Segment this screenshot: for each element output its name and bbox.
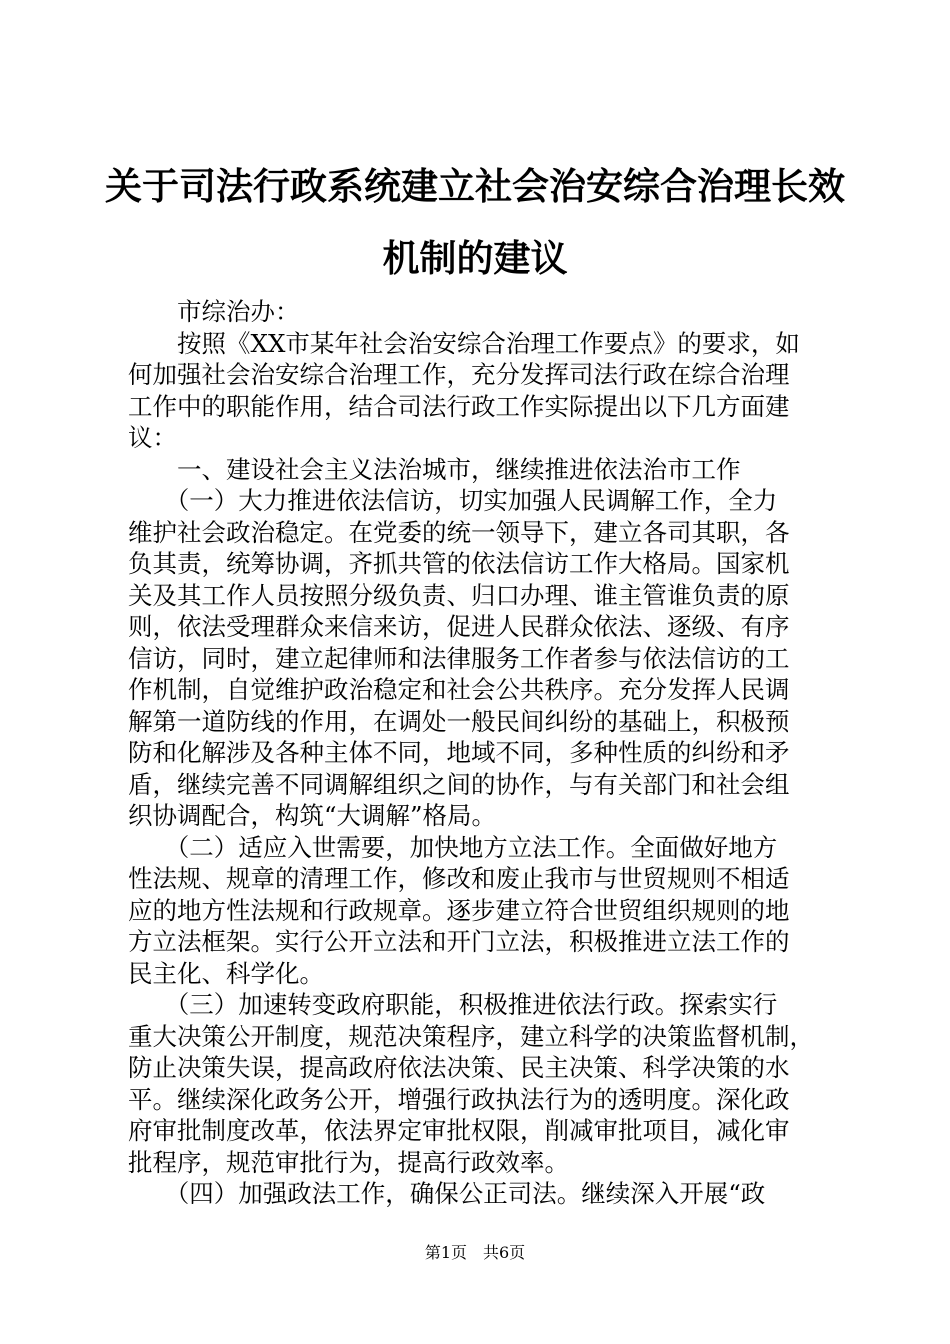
body-line: 作机制，自觉维护政治稳定和社会公共秩序。充分发挥人民调	[128, 675, 790, 704]
body-line: 重大决策公开制度，规范决策程序，建立科学的决策监督机制，	[128, 1021, 814, 1051]
body-line: （一）大力推进依法信访，切实加强人民调解工作，全力	[128, 486, 778, 515]
body-line: 方立法框架。实行公开立法和开门立法，积极推进立法工作的	[128, 927, 790, 956]
document-title-line-1: 关于司法行政系统建立社会治安综合治理长效	[105, 164, 845, 208]
body-line: （二）适应入世需要，加快地方立法工作。全面做好地方	[128, 832, 778, 862]
body-line: 按照《XX市某年社会治安综合治理工作要点》的要求，如	[128, 328, 800, 358]
body-line: 民主化、科学化。	[128, 958, 324, 988]
body-line: 平。继续深化政务公开，增强行政执法行为的透明度。深化政	[128, 1084, 790, 1114]
body-line: 工作中的职能作用，结合司法行政工作实际提出以下几方面建	[128, 391, 790, 421]
body-line: 关及其工作人员按照分级负责、归口办理、谁主管谁负责的原	[128, 580, 790, 610]
body-line: 维护社会政治稳定。在党委的统一领导下，建立各司其职，各	[128, 517, 790, 547]
body-line: （三）加速转变政府职能，积极推进依法行政。探索实行	[128, 990, 778, 1019]
body-line: （四）加强政法工作，确保公正司法。继续深入开展“政	[128, 1179, 766, 1208]
body-line: 盾，继续完善不同调解组织之间的协作，与有关部门和社会组	[128, 769, 790, 799]
body-line: 一、建设社会主义法治城市，继续推进依法治市工作	[128, 454, 741, 484]
body-line: 性法规、规章的清理工作，修改和废止我市与世贸规则不相适	[128, 864, 790, 893]
body-line: 防止决策失误，提高政府依法决策、民主决策、科学决策的水	[128, 1053, 790, 1082]
document-body	[128, 296, 828, 1210]
body-line: 议：	[128, 423, 177, 452]
body-line: 织协调配合，构筑“大调解”格局。	[128, 801, 497, 830]
body-line: 信访，同时，建立起律师和法律服务工作者参与依法信访的工	[128, 643, 790, 673]
body-line: 应的地方性法规和行政规章。逐步建立符合世贸组织规则的地	[128, 895, 790, 925]
page-footer: 第1页 共6页	[424, 1243, 526, 1262]
body-line: 则，依法受理群众来信来访，促进人民群众依法、逐级、有序	[128, 612, 790, 641]
document-title-line-2: 机制的建议	[382, 236, 568, 280]
body-line: 负其责，统筹协调，齐抓共管的依法信访工作大格局。国家机	[128, 549, 790, 578]
body-line: 解第一道防线的作用，在调处一般民间纠纷的基础上，积极预	[128, 706, 790, 736]
body-line: 府审批制度改革，依法界定审批权限，削减审批项目，减化审	[128, 1116, 790, 1145]
body-line: 防和化解涉及各种主体不同，地域不同，多种性质的纠纷和矛	[128, 738, 790, 767]
body-line: 何加强社会治安综合治理工作，充分发挥司法行政在综合治理	[128, 360, 790, 389]
body-line: 市综治办：	[128, 297, 300, 326]
body-line: 批程序，规范审批行为，提高行政效率。	[128, 1147, 569, 1177]
